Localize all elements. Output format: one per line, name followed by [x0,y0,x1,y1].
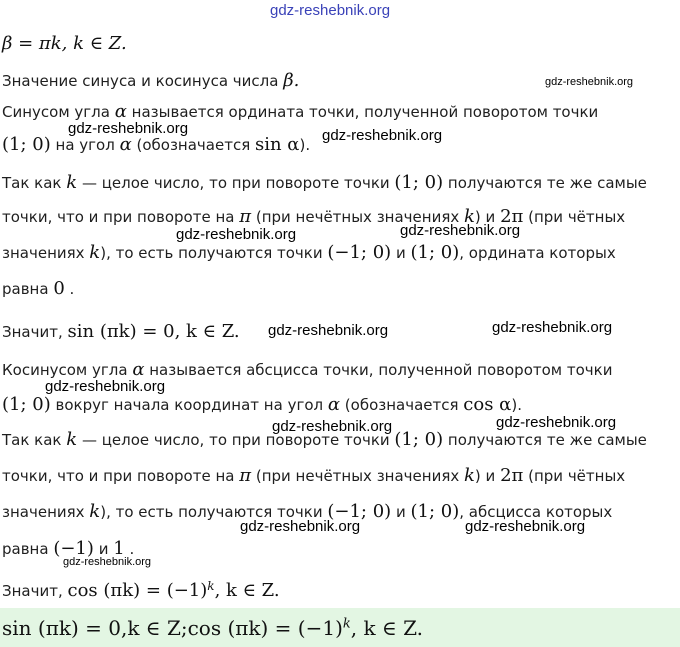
text-span: и [391,244,411,262]
watermark: gdz-reshebnik.org [176,226,297,243]
point-math: (1; 0) [394,429,444,450]
point-math: (1; 0) [410,501,460,522]
text-span: называется абсцисса точки, полученной поворотом точки [144,361,613,379]
watermark: gdz-reshebnik.org [492,319,613,336]
text-span: (при нечётных значениях [251,467,464,485]
top-watermark: gdz-reshebnik.org [270,2,391,19]
sine-definition-line-2 [2,134,310,155]
two-pi-math: 2π [500,206,524,227]
sine-reasoning-line-2 [2,206,625,227]
watermark: gdz-reshebnik.org [465,518,586,535]
watermark: gdz-reshebnik.org [322,127,443,144]
exponent-k: k [207,579,215,593]
sine-reasoning-line-4 [2,278,74,299]
watermark: gdz-reshebnik.org [240,518,361,535]
watermark: gdz-reshebnik.org [68,120,189,137]
text-span: получаются те же самые [443,431,647,449]
watermark: gdz-reshebnik.org [496,414,617,431]
cos-math: cos α [463,394,512,415]
text-span: . [124,540,135,558]
k-symbol: k [66,429,78,450]
text-span: (обозначается [131,136,255,154]
point-math: (−1; 0) [327,501,392,522]
point-math: (1; 0) [2,134,51,155]
text-span: называется ордината точки, полученной поворотом точки [126,103,599,121]
k-symbol: k [464,465,475,486]
watermark: gdz-reshebnik.org [272,418,393,435]
heading-text: Значение синуса и косинуса числа [2,72,284,90]
answer-math: sin (πk) = 0,k ∈ Z;cos (πk) = (−1) [2,616,343,640]
cosine-definition-line-1 [2,359,612,380]
text-span: — целое число, то при повороте точки [77,431,395,449]
answer-line [2,616,423,640]
sine-reasoning-line-3 [2,242,616,263]
answer-exponent-k: k [342,616,351,632]
two-pi-math: 2π [500,465,524,486]
sin-result-math: sin (πk) = 0, k ∈ Z. [67,321,240,342]
minus-one-math: (−1) [53,538,94,559]
watermark: gdz-reshebnik.org [268,322,389,339]
formula-text: β = πk, k ∈ Z. [2,33,127,54]
text-span: Значит, [2,582,68,600]
beta-formula [2,33,127,54]
text-span: Значит, [2,323,68,341]
watermark: gdz-reshebnik.org [63,556,152,568]
text-span: — целое число, то при повороте точки [77,174,395,192]
text-span: значениях [2,503,90,521]
cosine-definition-line-2 [2,394,522,415]
text-span: ). [299,136,311,154]
cosine-conclusion [2,579,280,601]
point-math: (1; 0) [410,242,460,263]
k-symbol: k [89,242,101,263]
heading-math: β. [283,70,300,91]
zero-math: 0 [53,278,65,299]
pi-symbol: π [239,206,252,227]
alpha-symbol: α [119,134,132,155]
text-span: ), то есть получаются точки [100,503,328,521]
text-span: , ордината которых [459,244,616,262]
text-span: и [93,540,114,558]
alpha-symbol: α [327,394,341,415]
cosine-reasoning-line-2 [2,465,625,486]
answer-box [0,608,680,647]
text-span: (при нечётных значениях [251,208,464,226]
text-span: ) и [474,467,501,485]
pi-symbol: π [239,465,252,486]
text-span: равна [2,540,54,558]
text-span: (при чётных [523,467,626,485]
alpha-symbol: α [132,359,145,380]
sin-math: sin α [255,134,300,155]
k-symbol: k [464,206,475,227]
cos-result-tail: , k ∈ Z. [214,580,280,601]
text-span: Так как [2,431,67,449]
text-span: получаются те же самые [443,174,647,192]
text-span: (при чётных [523,208,626,226]
text-span: вокруг начала координат на угол [50,396,328,414]
text-span: значениях [2,244,90,262]
sine-definition-line-1 [2,101,598,122]
text-span: Так как [2,174,67,192]
k-symbol: k [89,501,101,522]
text-span: точки, что и при повороте на [2,467,240,485]
text-span: Синусом угла [2,103,115,121]
watermark: gdz-reshebnik.org [45,378,166,395]
sine-reasoning-line-1 [2,172,647,193]
text-span: и [391,503,411,521]
text-span: на угол [50,136,120,154]
text-span: Косинусом угла [2,361,133,379]
one-math: 1 [113,538,125,559]
section-heading [2,70,299,91]
point-math: (−1; 0) [327,242,392,263]
text-span: равна [2,280,54,298]
text-span: точки, что и при повороте на [2,208,240,226]
watermark: gdz-reshebnik.org [400,222,521,239]
text-span: ), то есть получаются точки [100,244,328,262]
point-math: (1; 0) [394,172,444,193]
point-math: (1; 0) [2,394,51,415]
text-span: ) и [474,208,501,226]
text-span: . [64,280,75,298]
text-span: , абсцисса которых [459,503,613,521]
text-span: ). [511,396,522,414]
alpha-symbol: α [114,101,127,122]
text-span: (обозначается [340,396,464,414]
sine-conclusion [2,321,240,342]
cos-result-math: cos (πk) = (−1) [67,580,208,601]
k-symbol: k [66,172,78,193]
watermark: gdz-reshebnik.org [545,76,634,88]
answer-math-tail: , k ∈ Z. [350,616,424,640]
